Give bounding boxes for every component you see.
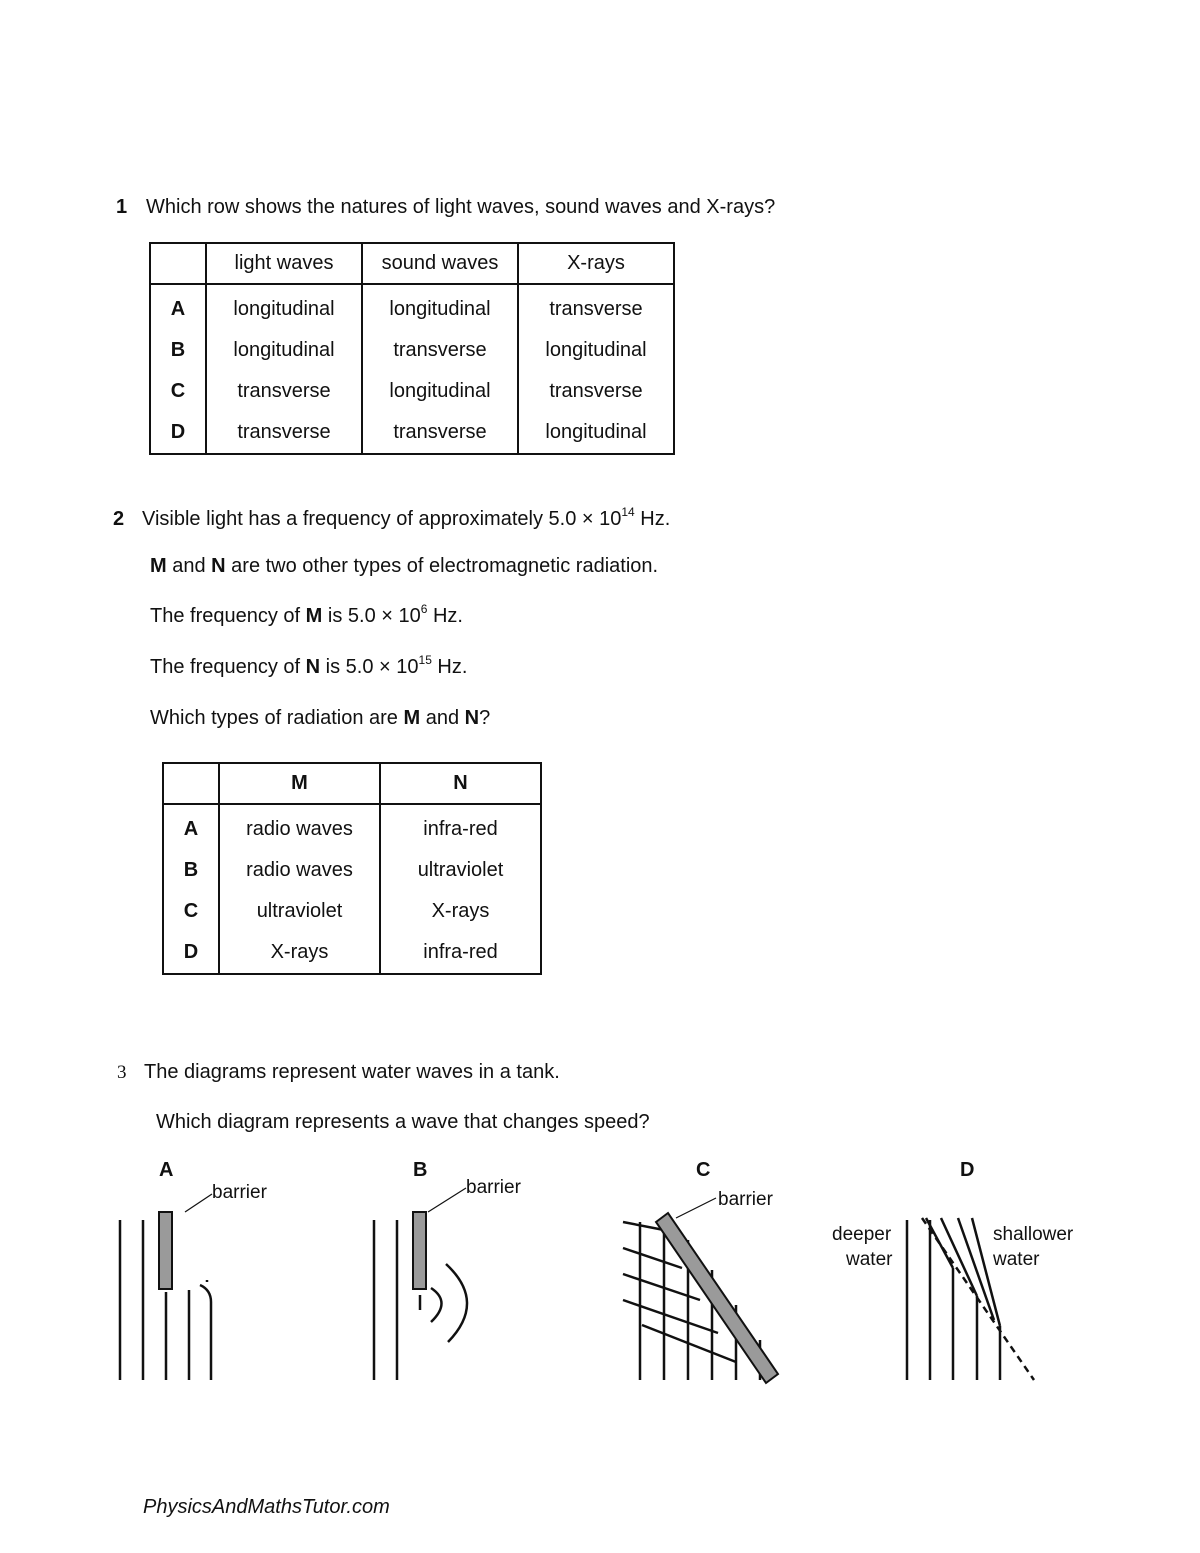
table-cell: infra-red [380, 804, 541, 850]
row-label: B [150, 330, 206, 371]
row-label: C [163, 891, 219, 932]
diagram-d-shallower-water-label: water [993, 1249, 1040, 1270]
table-cell: transverse [362, 330, 518, 371]
question-2-line-2: M and N are two other types of electromagnetic radiation. [150, 555, 659, 577]
table-header-cell: N [380, 763, 541, 804]
diagram-c [623, 1198, 760, 1380]
diagram-b-barrier-label: barrier [466, 1177, 521, 1198]
row-label: B [163, 850, 219, 891]
table-cell: transverse [518, 284, 674, 330]
question-2-number: 2 [113, 508, 125, 530]
row-label: A [163, 804, 219, 850]
table-cell: radio waves [219, 850, 380, 891]
table-cell: transverse [206, 371, 362, 412]
table-cell: transverse [206, 412, 362, 454]
footer-source: PhysicsAndMathsTutor.com [143, 1496, 390, 1518]
question-3-number: 3 [117, 1062, 127, 1083]
table-header-cell: X-rays [518, 243, 674, 284]
diagram-d-shallower-label: shallower [993, 1224, 1074, 1245]
question-1-number: 1 [116, 196, 128, 218]
table-cell: radio waves [219, 804, 380, 850]
table-cell: ultraviolet [219, 891, 380, 932]
diagram-b-label: B [413, 1159, 428, 1181]
diagram-a-barrier-label: barrier [212, 1182, 267, 1203]
question-2-line-5: Which types of radiation are M and N? [150, 707, 491, 729]
diagram-c-label: C [696, 1159, 711, 1181]
diagram-d [907, 1218, 1034, 1380]
diagram-c-barrier [656, 1213, 778, 1383]
question-1-text: Which row shows the natures of light waves, sound waves and X-rays? [146, 196, 776, 218]
diagram-d-deeper-label: deeper [832, 1224, 892, 1245]
row-label: D [150, 412, 206, 454]
question-2-line-1: Visible light has a frequency of approximately $5.0 \times 10^{14}$ Hz. [142, 505, 671, 530]
table-header-cell: M [219, 763, 380, 804]
table-cell: longitudinal [362, 284, 518, 330]
row-label: D [163, 932, 219, 974]
table-cell: longitudinal [362, 371, 518, 412]
table-cell: longitudinal [206, 284, 362, 330]
question-2-line-4: The frequency of N is $5.0 \times 10^{15}$ Hz. [150, 653, 468, 678]
diagram-d-deeper-water-label: water [846, 1249, 893, 1270]
table-cell: transverse [362, 412, 518, 454]
row-label: A [150, 284, 206, 330]
question-3-text-1: The diagrams represent water waves in a tank. [144, 1061, 560, 1083]
row-label: C [150, 371, 206, 412]
table-cell: X-rays [380, 891, 541, 932]
table-cell: longitudinal [206, 330, 362, 371]
diagram-a-label: A [159, 1159, 174, 1181]
question-3-text-2: Which diagram represents a wave that changes speed? [156, 1111, 650, 1133]
diagram-d-label: D [960, 1159, 975, 1181]
table-cell: transverse [518, 371, 674, 412]
table-cell: ultraviolet [380, 850, 541, 891]
question-2-line-3: The frequency of M is $5.0 \times 10^6$ Hz. [150, 602, 463, 627]
diagram-b-barrier [413, 1212, 426, 1289]
table-header-cell: light waves [206, 243, 362, 284]
diagram-a-barrier [159, 1212, 172, 1289]
diagram-c-barrier-label: barrier [718, 1189, 773, 1210]
table-cell: X-rays [219, 932, 380, 974]
table-cell: longitudinal [518, 412, 674, 454]
table-header-cell: sound waves [362, 243, 518, 284]
table-cell: infra-red [380, 932, 541, 974]
table-cell: longitudinal [518, 330, 674, 371]
